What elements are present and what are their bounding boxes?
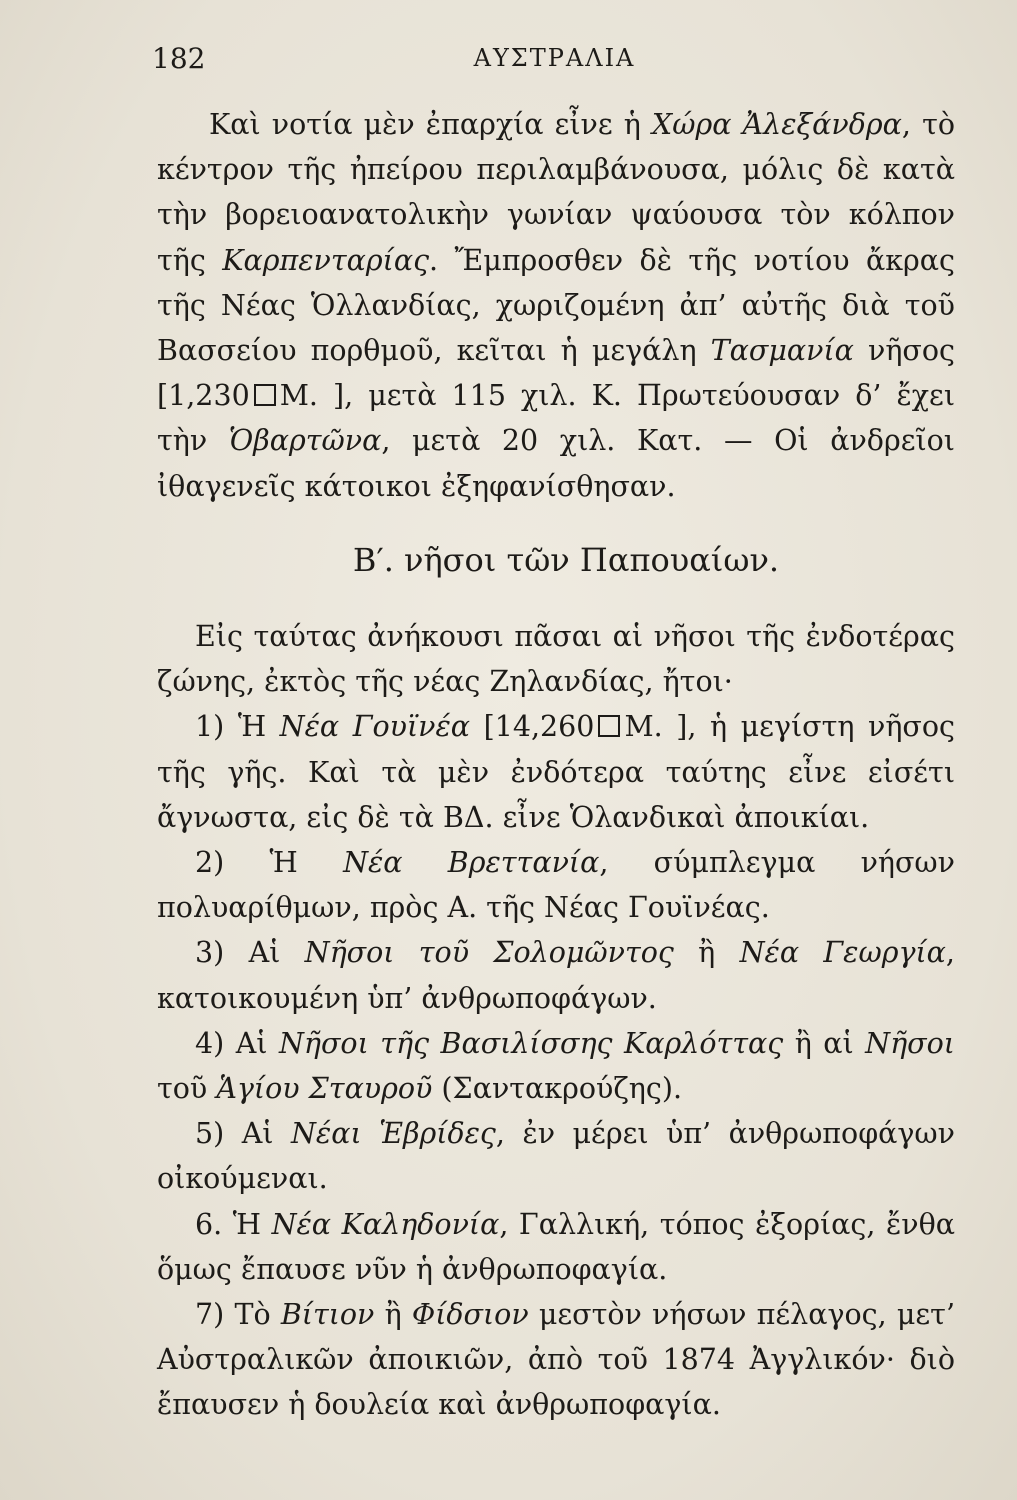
list-item: 2) Ἡ Νέα Βρεττανία, σύμπλεγμα νήσων πολυαρίθμων, πρὸς Α. τῆς Νέας Γουϊνέας. — [157, 846, 955, 925]
section-intro: Εἰς ταύτας ἀνήκουσι πᾶσαι αἱ νῆσοι τῆς ἐνδοτέρας ζώνης, ἐκτὸς τῆς νέας Ζηλανδίας, ἤτοι· — [157, 620, 955, 699]
list-item: 4) Αἱ Νῆσοι τῆς Βασιλίσσης Καρλόττας ἢ αἱ Νῆσοι τοῦ Ἁγίου Σταυροῦ (Σαντακρούζης). — [157, 1026, 955, 1106]
australia-southern-province-paragraph — [157, 102, 955, 509]
section-heading: Β′. νῆσοι τῶν Παπουαίων. — [352, 541, 780, 579]
list-item: 5) Αἱ Νέαι Ἑβρίδες, ἐν μέρει ὑπ’ ἀνθρωποφάγων οἰκούμεναι. — [157, 1117, 955, 1196]
papuan-islands-section — [157, 614, 955, 1428]
paragraph-text: Καὶ νοτία μὲν ἐπαρχία εἶνε ἡ Χώρα Ἀλεξάνδρα, τὸ κέντρον τῆς ἠπείρου περιλαμβάνουσα, μόλις δὲ κατὰ τὴν βορειοανατολικὴν γωνίαν ψαύουσα τὸν κόλπον τῆς Καρπενταρίας. Ἔμπροσθεν δὲ τῆς νοτίου ἄκρας τῆς Νέας Ὁλλανδίας, χωριζομένη ἀπ’ αὐτῆς διὰ τοῦ Βασσείου πορθμοῦ, κεῖται ἡ μεγάλη Τασμανία νῆσος [1,230 Μ. ], μετὰ 115 χιλ. Κ. Πρωτεύουσαν δ’ ἔχει τὴν Ὁβαρτῶνα, μετὰ 20 χιλ. Κατ. — Οἱ ἀνδρεῖοι ἰθαγενεῖς κάτοικοι ἐξηφανίσθησαν. — [157, 108, 956, 503]
list-item: 7) Τὸ Βίτιον ἢ Φίδσιον μεστὸν νήσων πέλαγος, μετ’ Αὐστραλικῶν ἀποικιῶν, ἀπὸ τοῦ 1874 Ἀγγλικόν· διὸ ἔπαυσεν ἡ δουλεία καὶ ἀνθρωποφαγία. — [157, 1298, 956, 1422]
page-number: 182 — [152, 42, 206, 75]
page-header — [152, 42, 957, 82]
list-item: 3) Αἱ Νῆσοι τοῦ Σολομῶντος ἢ Νέα Γεωργία, κατοικουμένη ὑπ’ ἀνθρωποφάγων. — [157, 936, 955, 1015]
square-unit-icon — [254, 384, 276, 406]
list-item: 6. Ἡ Νέα Καληδονία, Γαλλική, τόπος ἐξορίας, ἔνθα ὅμως ἔπαυσε νῦν ἡ ἀνθρωποφαγία. — [157, 1207, 955, 1286]
island-list — [157, 704, 955, 1427]
list-item: 1) Ἡ Νέα Γουϊνέα [14,260 Μ. ], ἡ μεγίστη νῆσος τῆς γῆς. Καὶ τὰ μὲν ἐνδότερα ταύτης εἶνε εἰσέτι ἄγνωστα, εἰς δὲ τὰ ΒΔ. εἶνε Ὁλανδικαὶ ἀποικίαι. — [157, 710, 955, 834]
square-unit-icon — [598, 715, 620, 737]
running-title: ΑΥΣΤΡΑΛΙΑ — [473, 44, 636, 72]
